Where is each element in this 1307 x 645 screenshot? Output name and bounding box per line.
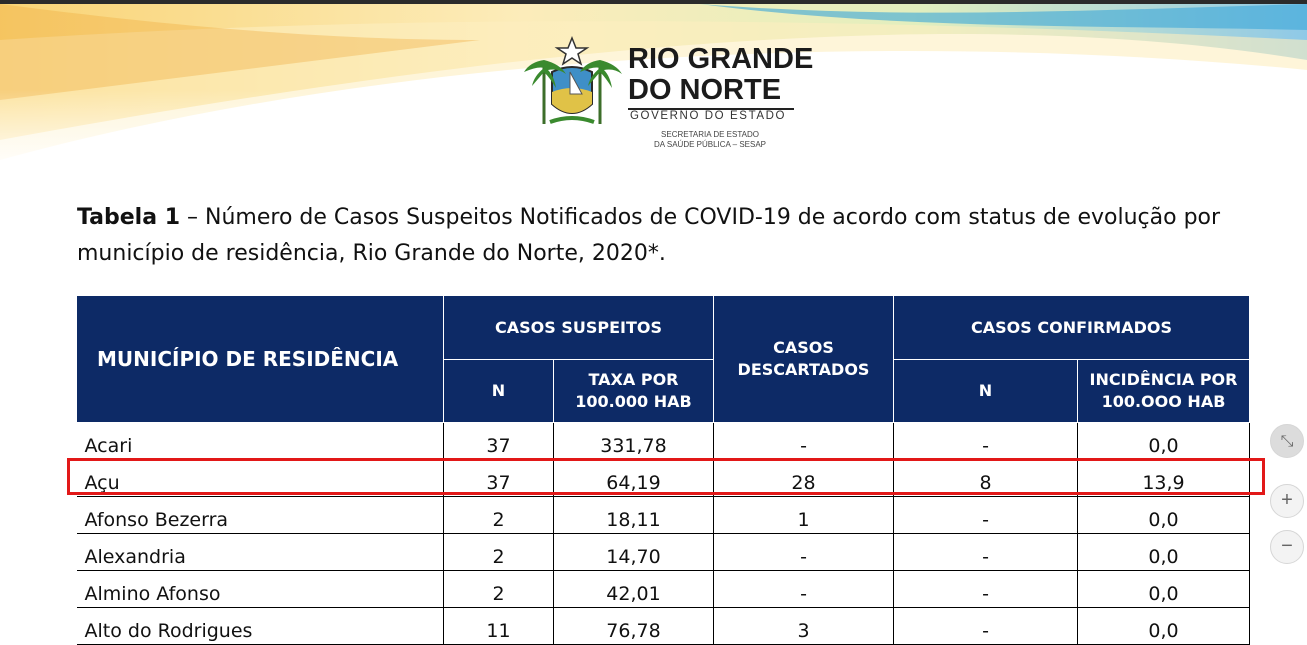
cell-suspeitos-n: 2: [444, 571, 554, 608]
table-row: [77, 534, 1250, 571]
minus-icon: −: [1281, 535, 1293, 557]
cell-municipio: Acari: [77, 423, 444, 460]
brand-secretariat-line2: DA SAÚDE PÚBLICA – SESAP: [653, 140, 767, 149]
fit-icon: ⤡: [1280, 433, 1294, 450]
header-municipio: MUNICÍPIO DE RESIDÊNCIA: [77, 296, 444, 423]
header-confirmados-n: N: [894, 360, 1078, 423]
header-casos-confirmados: CASOS CONFIRMADOS: [894, 296, 1250, 360]
zoom-in-button[interactable]: [1270, 484, 1304, 518]
cell-suspeitos-taxa: 42,01: [554, 571, 714, 608]
header-casos-descartados-label: CASOS DESCARTADOS: [737, 338, 870, 379]
cell-suspeitos-taxa: 14,70: [554, 534, 714, 571]
cell-incidencia: 13,9: [1078, 460, 1250, 497]
header-casos-descartados: [714, 296, 894, 423]
header-suspeitos-n: N: [444, 360, 554, 423]
cell-descartados: 1: [714, 497, 894, 534]
cell-municipio: Alto do Rodrigues: [77, 608, 444, 645]
header-casos-suspeitos: CASOS SUSPEITOS: [444, 296, 714, 360]
zoom-out-button[interactable]: [1270, 530, 1304, 564]
cell-confirmados-n: -: [894, 534, 1078, 571]
table-row: [77, 608, 1250, 645]
cell-confirmados-n: -: [894, 423, 1078, 460]
brand-secretariat: [630, 130, 790, 150]
cell-suspeitos-taxa: 76,78: [554, 608, 714, 645]
cell-municipio: Açu: [77, 460, 444, 497]
plus-icon: +: [1281, 489, 1293, 511]
highlight-box: [67, 458, 1265, 495]
cell-incidencia: 0,0: [1078, 608, 1250, 645]
brand-government: GOVERNO DO ESTADO: [630, 110, 787, 122]
cell-suspeitos-taxa: 331,78: [554, 423, 714, 460]
cell-suspeitos-n: 2: [444, 497, 554, 534]
header-suspeitos-taxa: [554, 360, 714, 423]
fit-to-page-button[interactable]: [1270, 424, 1304, 458]
cell-incidencia: 0,0: [1078, 423, 1250, 460]
cell-descartados: -: [714, 534, 894, 571]
cell-descartados: 28: [714, 460, 894, 497]
cell-descartados: 3: [714, 608, 894, 645]
cell-confirmados-n: -: [894, 497, 1078, 534]
table-caption-label: Tabela 1: [77, 205, 181, 230]
coat-of-arms-icon: [522, 32, 622, 132]
header-confirmados-incidencia-label: INCIDÊNCIA POR 100.OOO HAB: [1089, 370, 1238, 411]
table-row: [77, 497, 1250, 534]
cell-descartados: -: [714, 571, 894, 608]
cell-confirmados-n: -: [894, 608, 1078, 645]
cell-confirmados-n: 8: [894, 460, 1078, 497]
table-caption: [77, 200, 1257, 272]
cell-descartados: -: [714, 423, 894, 460]
cell-suspeitos-n: 37: [444, 423, 554, 460]
brand-secretariat-line1: SECRETARIA DE ESTADO: [661, 130, 759, 139]
header-confirmados-incidencia: [1078, 360, 1250, 423]
state-logo: [520, 30, 814, 160]
cell-suspeitos-taxa: 18,11: [554, 497, 714, 534]
table-caption-text: – Número de Casos Suspeitos Notificados de COVID-19 de acordo com status de evolução por município de residência, Rio Grande do Norte, 2020*.: [77, 205, 1221, 266]
cell-suspeitos-n: 37: [444, 460, 554, 497]
cell-suspeitos-n: 11: [444, 608, 554, 645]
cell-confirmados-n: -: [894, 571, 1078, 608]
table-row: [77, 571, 1250, 608]
cell-incidencia: 0,0: [1078, 497, 1250, 534]
header-suspeitos-taxa-label: TAXA POR 100.000 HAB: [575, 370, 692, 411]
cell-suspeitos-n: 2: [444, 534, 554, 571]
brand-name-line2: DO NORTE: [628, 74, 782, 106]
cell-municipio: Alexandria: [77, 534, 444, 571]
cell-suspeitos-taxa: 64,19: [554, 460, 714, 497]
brand-name-line1: RIO GRANDE: [628, 43, 814, 75]
cell-incidencia: 0,0: [1078, 534, 1250, 571]
cell-incidencia: 0,0: [1078, 571, 1250, 608]
table-row: [77, 423, 1250, 460]
cell-municipio: Almino Afonso: [77, 571, 444, 608]
cell-municipio: Afonso Bezerra: [77, 497, 444, 534]
